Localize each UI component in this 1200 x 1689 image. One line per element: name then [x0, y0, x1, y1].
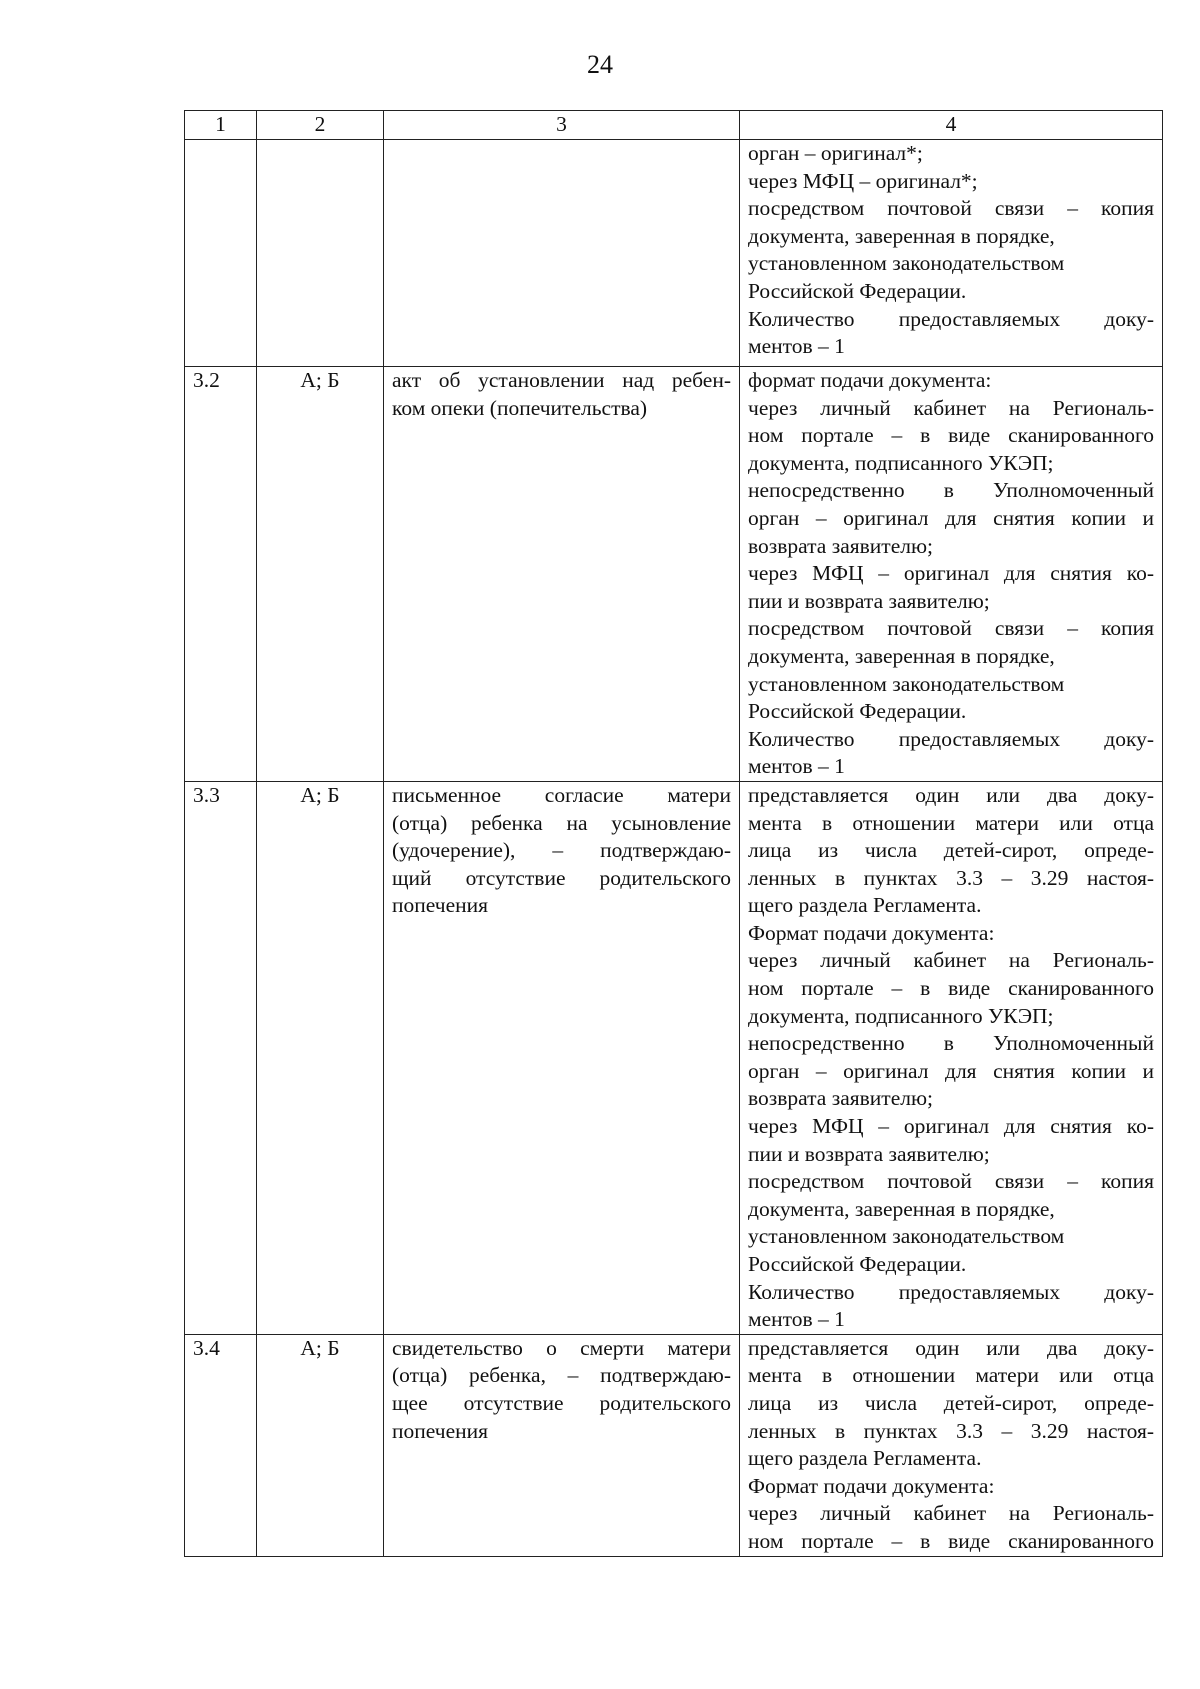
requirements-table: [184, 110, 1163, 1557]
item-number-cell: 3.3: [185, 781, 257, 1334]
submission-details-cell: [740, 781, 1163, 1334]
document-name-cell: [384, 781, 740, 1334]
submission-details-line: установленном законодательством: [748, 251, 1065, 276]
submission-details-line: лица из числа детей-сирот, опреде-: [748, 1390, 1154, 1415]
submission-details-line: документа, подписанного УКЭП;: [748, 450, 1054, 475]
header-cell-1: 1: [185, 111, 257, 140]
submission-details-line: щего раздела Регламента.: [748, 1446, 982, 1471]
submission-details-line: через МФЦ – оригинал*;: [748, 168, 978, 193]
submission-details-line: орган – оригинал для снятия копии и: [748, 505, 1154, 530]
submission-details-line: орган – оригинал для снятия копии и: [748, 1058, 1154, 1083]
applicant-category-cell: [257, 140, 384, 367]
submission-details-line: мента в отношении матери или отца: [748, 810, 1154, 835]
submission-details-line: документа, заверенная в порядке,: [748, 1196, 1055, 1221]
submission-details-line: ном портале – в виде сканированного: [748, 1528, 1154, 1553]
submission-details-line: ном портале – в виде сканированного: [748, 976, 1154, 1001]
submission-details-line: через МФЦ – оригинал для снятия ко-: [748, 561, 1154, 586]
document-name-line: свидетельство о смерти матери: [392, 1335, 731, 1360]
table-row: [185, 781, 1163, 1334]
document-name-cell: [384, 140, 740, 367]
header-cell-2: 2: [257, 111, 384, 140]
submission-details-line: установленном законодательством: [748, 1224, 1065, 1249]
submission-details-line: Формат подачи документа:: [748, 920, 995, 945]
document-name-line: акт об установлении над ребен-: [392, 368, 731, 392]
submission-details-line: щего раздела Регламента.: [748, 893, 982, 918]
document-name-line: (удочерение), – подтверждаю-: [392, 838, 731, 863]
submission-details-line: через личный кабинет на Региональ-: [748, 948, 1154, 973]
submission-details-line: Количество предоставляемых доку-: [748, 726, 1154, 751]
submission-details-line: Российской Федерации.: [748, 278, 967, 303]
submission-details-cell: [740, 140, 1163, 367]
applicant-category-cell: А; Б: [257, 1334, 384, 1556]
submission-details-line: Формат подачи документа:: [748, 1473, 995, 1498]
submission-details-line: документа, заверенная в порядке,: [748, 223, 1055, 248]
submission-details-line: пии и возврата заявителю;: [748, 1141, 990, 1166]
submission-details-line: формат подачи документа:: [748, 368, 992, 392]
submission-details-line: ментов – 1: [748, 1307, 845, 1332]
submission-details-line: орган – оригинал*;: [748, 141, 923, 165]
item-number-cell: 3.2: [185, 367, 257, 782]
table-header-row: [185, 111, 1163, 140]
header-cell-3: 3: [384, 111, 740, 140]
submission-details-line: документа, заверенная в порядке,: [748, 643, 1055, 668]
submission-details-line: посредством почтовой связи – копия: [748, 616, 1154, 641]
submission-details-line: через личный кабинет на Региональ-: [748, 395, 1154, 420]
submission-details-line: ленных в пунктах 3.3 – 3.29 настоя-: [748, 1418, 1154, 1443]
document-name-line: (отца) ребенка, – подтверждаю-: [392, 1363, 731, 1388]
document-name-line: щее отсутствие родительского: [392, 1390, 731, 1415]
table-row: [185, 140, 1163, 367]
document-name-line: щий отсутствие родительского: [392, 865, 731, 890]
table-row: [185, 1334, 1163, 1556]
header-cell-4: 4: [740, 111, 1163, 140]
document-name-cell: [384, 367, 740, 782]
submission-details-line: ментов – 1: [748, 334, 845, 359]
document-name-line: (отца) ребенка на усыновление: [392, 810, 731, 835]
submission-details-line: представляется один или два доку-: [748, 782, 1154, 807]
submission-details-cell: [740, 1334, 1163, 1556]
document-name-line: попечения: [392, 1418, 489, 1443]
submission-details-line: посредством почтовой связи – копия: [748, 1169, 1154, 1194]
item-number-cell: 3.4: [185, 1334, 257, 1556]
submission-details-line: документа, подписанного УКЭП;: [748, 1003, 1054, 1028]
applicant-category-cell: А; Б: [257, 367, 384, 782]
submission-details-line: через личный кабинет на Региональ-: [748, 1501, 1154, 1526]
submission-details-cell: [740, 367, 1163, 782]
document-name-line: ком опеки (попечительства): [392, 395, 648, 420]
submission-details-line: пии и возврата заявителю;: [748, 588, 990, 613]
submission-details-line: возврата заявителю;: [748, 1086, 933, 1111]
submission-details-line: Российской Федерации.: [748, 1252, 967, 1276]
submission-details-line: через МФЦ – оригинал для снятия ко-: [748, 1114, 1154, 1139]
submission-details-line: возврата заявителю;: [748, 533, 933, 558]
submission-details-line: ленных в пунктах 3.3 – 3.29 настоя-: [748, 865, 1154, 890]
submission-details-line: установленном законодательством: [748, 671, 1065, 696]
submission-details-line: представляется один или два доку-: [748, 1335, 1154, 1360]
submission-details-line: Количество предоставляемых доку-: [748, 1279, 1154, 1304]
submission-details-line: ном портале – в виде сканированного: [748, 423, 1154, 448]
submission-details-line: посредством почтовой связи – копия: [748, 196, 1154, 221]
submission-details-line: ментов – 1: [748, 754, 845, 779]
table-row: [185, 367, 1163, 782]
document-name-line: письменное согласие матери: [392, 782, 731, 807]
document-name-cell: [384, 1334, 740, 1556]
submission-details-line: непосредственно в Уполномоченный: [748, 1031, 1154, 1056]
submission-details-line: мента в отношении матери или отца: [748, 1363, 1154, 1388]
document-name-line: попечения: [392, 893, 489, 918]
item-number-cell: [185, 140, 257, 367]
submission-details-line: Российской Федерации.: [748, 699, 967, 724]
submission-details-line: непосредственно в Уполномоченный: [748, 478, 1154, 503]
submission-details-line: Количество предоставляемых доку-: [748, 306, 1154, 331]
submission-details-line: лица из числа детей-сирот, опреде-: [748, 838, 1154, 863]
applicant-category-cell: А; Б: [257, 781, 384, 1334]
page-number: 24: [587, 50, 613, 79]
